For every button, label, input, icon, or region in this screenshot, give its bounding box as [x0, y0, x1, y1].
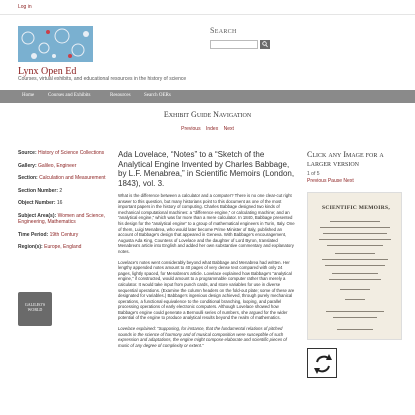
meta-source-link[interactable]: History of Science Collections — [38, 150, 105, 156]
image-panel — [307, 150, 407, 211]
article-paragraph-1: What is the difference between a calculator and a computer? There is no one clear-cut right answer to this question, but many historians point to this document as one of the most important papers in the history of computing. Charles Babbage designed two kinds of mechanical computational machines: a “difference engine,” or calculating machine; and an “analytical engine,” which was far more than a mere calculator. In 1840, Babbage presented his design for the “analytical engine” to a group of mathematical engineers in Turin, Italy. One of them, Luigi Menabrea, who would later become Prime Minister of Italy, published an account of Babbage's design that appeared in Geneva. With Babbage's encouragement, Augusta Ada King, Countess of Lovelace and the daughter of Lord Byron, translated Menabrea's article into English and added her own substantive commentary and explanatory notes. — [118, 193, 295, 254]
nav-courses-exhibits[interactable]: Courses and Exhibits — [48, 93, 91, 98]
meta-regions: Region(s): Europe, England — [18, 244, 82, 250]
nav-search-oers[interactable]: Search OERs — [144, 93, 171, 98]
galileos-world-logo[interactable] — [18, 292, 52, 326]
meta-time-period: Time Period: 19th Century — [18, 231, 79, 238]
article-body — [118, 150, 296, 353]
book-title-page-image[interactable] — [307, 192, 402, 340]
meta-section: Section: Calculation and Measurement — [18, 175, 106, 181]
search-heading: Search — [210, 26, 237, 35]
meta-gallery: Gallery: Galileo, Engineer — [18, 162, 77, 169]
article-paragraph-2: Lovelace's notes went considerably beyond what Babbage and Menabrea had written. Her lengthy appended notes amount to 40 pages of very dense text compared with only 24 pages, lightly spaced, for Menabrea's article. Lovelace explained how Babbage's “analytical engine,” if constructed, would amount to a programmable computer rather than merely a calculator. It would take input from punch cards, and store variables for use in diverse sequential operations. (Examine the column headers on the fold-out plate; some of these are designated for variables.) Babbage's ingenious design achieved, through purely mechanical operations, a functional equivalence to the conditional branching, looping, and parallel processing operations of early electronic computers. Although Lovelace showed how Babbage's engine could generate a Bernoulli series of numbers, she argued for the wider potential of the engine to produce analytical results beyond the realm of mathematics. — [118, 259, 295, 321]
refresh-slideshow-button[interactable] — [307, 348, 337, 378]
exhibit-guide-links — [0, 126, 415, 132]
site-title[interactable]: Lynx Open Ed — [18, 66, 77, 77]
meta-section-link[interactable]: Calculation and Measurement — [39, 175, 106, 181]
slide-next[interactable]: Next — [343, 178, 354, 184]
nav-home[interactable]: Home — [22, 93, 35, 98]
exhibit-next-link[interactable]: Next — [223, 126, 234, 132]
site-subtitle: Courses, virtual exhibits, and educational resources in the history of science — [18, 76, 187, 82]
site-banner-image[interactable] — [18, 26, 93, 62]
article-paragraph-3: Lovelace explained: “Supposing, for instance, that the fundamental relations of pitched sounds in the science of harmony and of musical composition were susceptible of such expression and adaptations, the engine might compose elaborate and scientific pieces of music of any degree of complexity or extent.” — [118, 326, 287, 348]
slide-previous[interactable]: Previous — [307, 178, 327, 184]
nav-resources[interactable]: Resources — [110, 93, 131, 98]
scan-heading: SCIENTIFIC MEMOIRS, — [321, 205, 391, 211]
login-link[interactable]: Log in — [18, 4, 32, 10]
slide-pause[interactable]: Pause — [327, 178, 343, 184]
refresh-icon — [308, 349, 338, 379]
object-metadata — [18, 150, 108, 257]
exhibit-index-link[interactable]: Index — [205, 126, 219, 132]
meta-subject-areas: Subject Area(s): Women and Science, Engineering, Mathematics — [18, 212, 105, 225]
galileos-world-logo-text: GALILEO'S WORLD — [24, 302, 46, 312]
slide-counter: 1 of 5 — [307, 171, 320, 177]
search-input[interactable] — [210, 40, 258, 49]
meta-source: Source: History of Science Collections — [18, 150, 105, 156]
exhibit-previous-link[interactable]: Previous — [181, 126, 201, 132]
slide-controls — [307, 178, 407, 184]
search-button[interactable] — [260, 40, 270, 49]
meta-section-number: Section Number: 2 — [18, 187, 63, 194]
meta-object-number: Object Number: 16 — [18, 200, 63, 206]
meta-time-period-link[interactable]: 19th Century — [49, 231, 79, 238]
article-title: Ada Lovelace, “Notes” to a “Sketch of the Analytical Engine Invented by Charles Babbage, by L.F. Menabrea,” in Scientific Memoirs (London, 1843), vol. 3. — [118, 150, 295, 188]
meta-regions-link[interactable]: Europe, England — [44, 244, 82, 250]
exhibit-guide-title: Exhibit Guide Navigation — [163, 110, 252, 119]
site-header — [0, 18, 415, 90]
image-panel-title: Click any Image for a larger version — [307, 150, 384, 168]
meta-gallery-link[interactable]: Galileo, Engineer — [38, 162, 77, 169]
meta-subject-links[interactable]: Women and Science, Engineering, Mathematics — [18, 212, 105, 225]
main-nav — [0, 90, 415, 103]
top-bar — [0, 0, 415, 15]
search-icon — [262, 41, 268, 48]
